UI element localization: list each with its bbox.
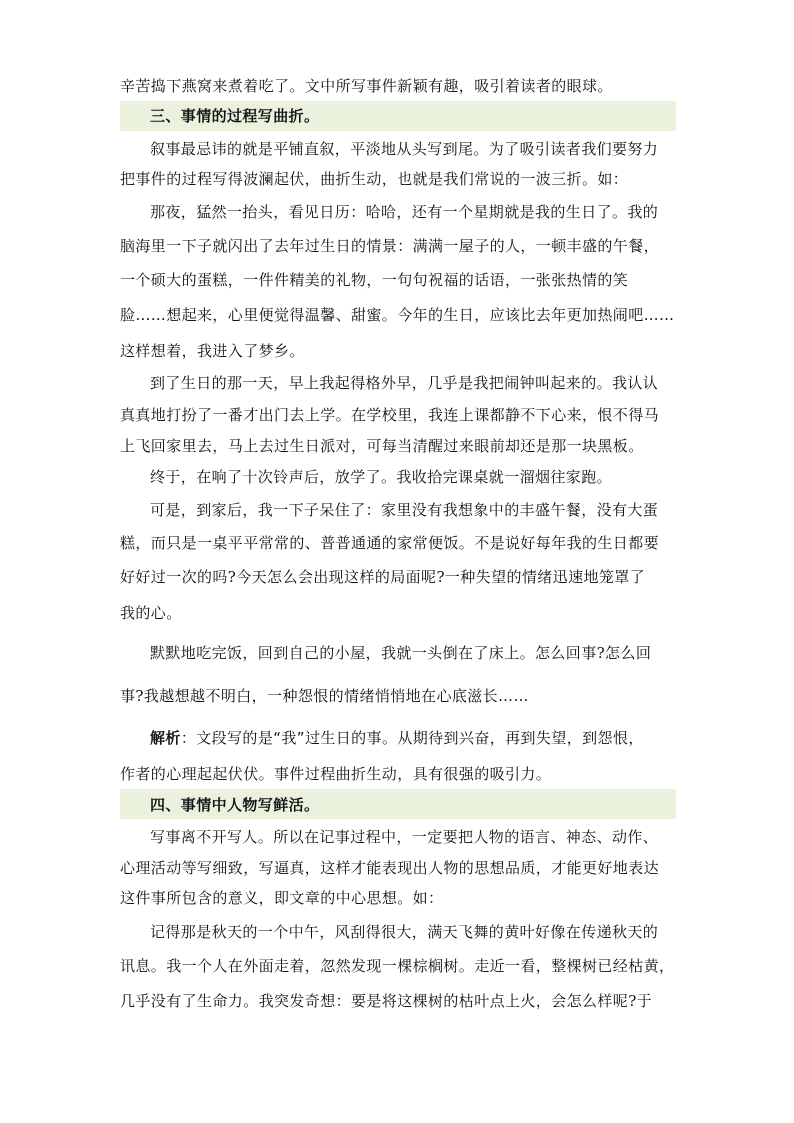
example-line: 我的心。 (120, 604, 182, 622)
analysis-line (150, 728, 680, 748)
example-line: 一个硕大的蛋糕，一件件精美的礼物，一句句祝福的话语，一张张热情的笑 (120, 271, 629, 289)
example-line: 事?我越想越不明白，一种怨恨的情绪悄悄地在心底滋长…… (120, 687, 529, 705)
example-line: 脸……想起来，心里便觉得温馨、甜蜜。今年的生日，应该比去年更加热闹吧…… (120, 306, 675, 324)
paragraph-line: 心理活动等写细致，写逼真，这样才能表现出人物的思想品质，才能更好地表达 (120, 859, 660, 877)
example-line: 上飞回家里去，马上去过生日派对，可每当清醒过来眼前却还是那一块黑板。 (120, 437, 644, 455)
example-line: 脑海里一下子就闪出了去年过生日的情景：满满一屋子的人，一顿丰盛的午餐， (120, 237, 660, 255)
analysis-text: ：文段写的是“我”过生日的事。从期待到兴奋，再到失望，到怨恨， (180, 729, 644, 747)
example-line: 糕，而只是一桌平平常常的、普普通通的家常便饭。不是说好每年我的生日都要 (120, 534, 660, 552)
section-heading-3: 三、事情的过程写曲折。 (150, 107, 320, 125)
example-line: 好好过一次的吗?今天怎么会出现这样的局面呢?一种失望的情绪迅速地笼罩了 (120, 568, 646, 586)
example-line: 记得那是秋天的一个中午，风刮得很大，满天飞舞的黄叶好像在传递秋天的 (150, 923, 659, 941)
example-line: 这样想着，我进入了梦乡。 (120, 342, 305, 360)
paragraph-line: 写事离不开写人。所以在记事过程中，一定要把人物的语言、神态、动作、 (150, 828, 659, 846)
analysis-label: 解析 (150, 729, 181, 747)
example-line: 几乎没有了生命力。我突发奇想：要是将这棵树的枯叶点上火，会怎么样呢?于 (120, 992, 653, 1010)
section-heading-4: 四、事情中人物写鲜活。 (150, 796, 320, 814)
example-line: 讯息。我一个人在外面走着，忽然发现一棵棕榈树。走近一看，整棵树已经枯黄， (120, 957, 675, 975)
paragraph-line: 把事件的过程写得波澜起伏，曲折生动，也就是我们常说的一波三折。如： (120, 170, 629, 188)
example-line: 可是，到家后，我一下子呆住了：家里没有我想象中的丰盛午餐，没有大蛋 (150, 501, 659, 519)
analysis-line: 作者的心理起起伏伏。事件过程曲折生动，具有很强的吸引力。 (120, 765, 552, 783)
paragraph-line: 辛苦捣下燕窝来煮着吃了。文中所写事件新颖有趣，吸引着读者的眼球。 (120, 77, 613, 95)
paragraph-line: 叙事最忌讳的就是平铺直叙，平淡地从头写到尾。为了吸引读者我们要努力 (150, 140, 659, 158)
example-line: 那夜，猛然一抬头，看见日历：哈哈，还有一个星期就是我的生日了。我的 (150, 203, 659, 221)
example-line: 终于，在响了十次铃声后，放学了。我收拾完课桌就一溜烟往家跑。 (150, 468, 613, 486)
paragraph-line: 这件事所包含的意义，即文章的中心思想。如： (120, 889, 444, 907)
example-line: 真真地打扮了一番才出门去上学。在学校里，我连上课都静不下心来，恨不得马 (120, 406, 660, 424)
example-line: 默默地吃完饭，回到自己的小屋，我就一头倒在了床上。怎么回事?怎么回 (150, 644, 652, 662)
example-line: 到了生日的那一天，早上我起得格外早，几乎是我把闹钟叫起来的。我认认 (150, 374, 659, 392)
